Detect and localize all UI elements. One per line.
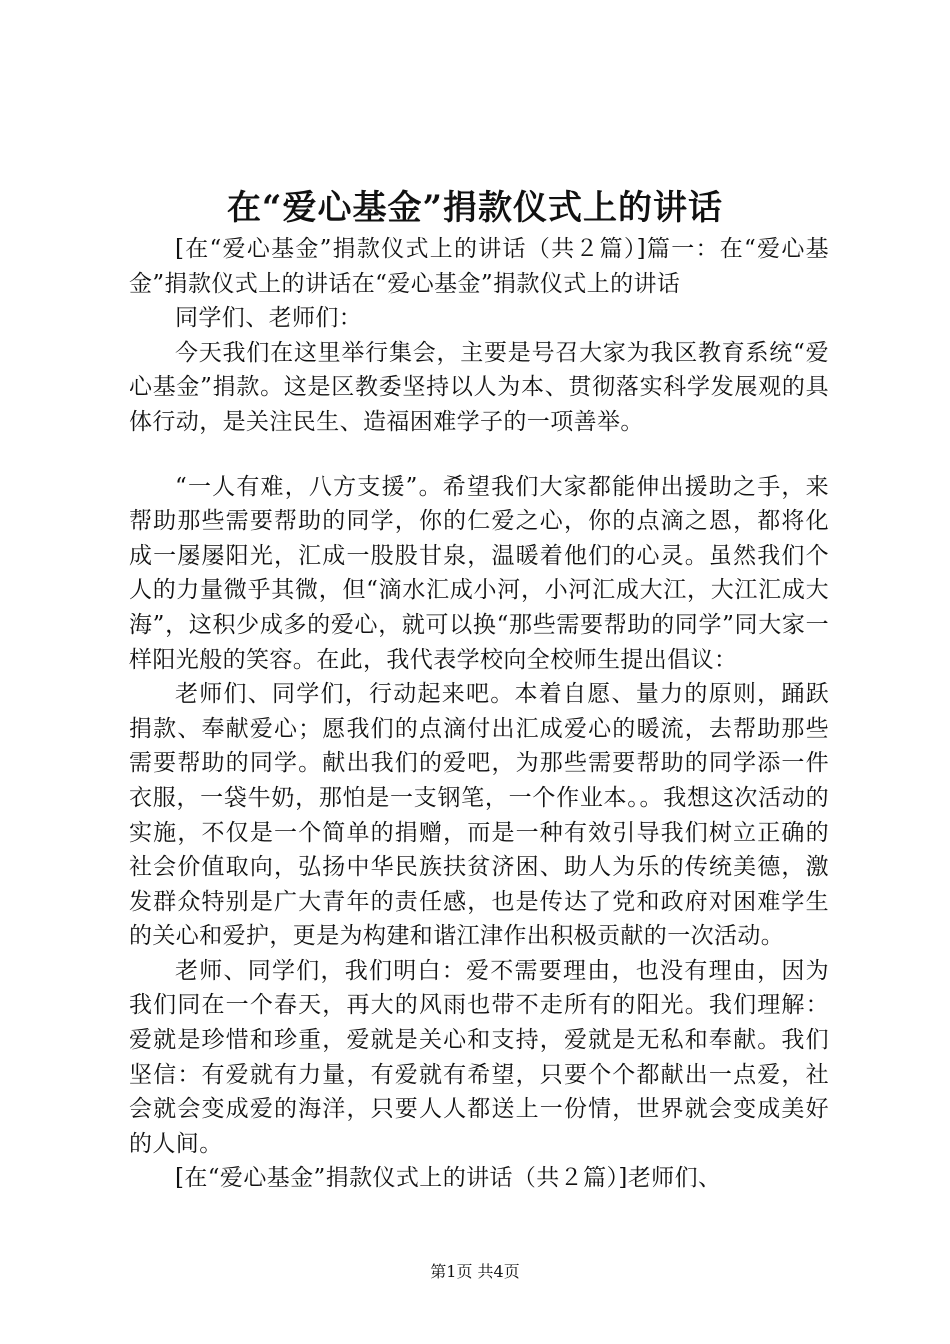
document-title: 在“爱心基金”捐款仪式上的讲话 [226, 188, 724, 228]
paragraph-intro: [在“爱心基金”捐款仪式上的讲话（共２篇）]篇一：在“爱心基金”捐款仪式上的讲话在“爱心基金”捐款仪式上的讲话 [129, 236, 829, 297]
paragraph-appeal: “一人有难，八方支援”。希望我们大家都能伸出援助之手，来帮助那些需要帮助的同学，你的仁爱之心，你的点滴之恩，都将化成一屡屡阳光，汇成一股股甘泉，温暖着他们的心灵。虽然我们个人的力量微乎其微，但“滴水汇成小河，小河汇成大江，大江汇成大海”，这积少成多的爱心，就可以换“那些需要帮助的同学”同大家一样阳光般的笑容。在此，我代表学校向全校师生提出倡议： [129, 473, 829, 673]
document-body [129, 232, 829, 1196]
paragraph-opening: 今天我们在这里举行集会，主要是号召大家为我区教育系统“爱心基金”捐款。这是区教委坚持以人为本、贯彻落实科学发展观的具体行动，是关注民生、造福困难学子的一项善举。 [129, 339, 829, 435]
paragraph-belief: 老师、同学们，我们明白：爱不需要理由，也没有理由，因为我们同在一个春天，再大的风雨也带不走所有的阳光。我们理解：爱就是珍惜和珍重，爱就是关心和支持，爱就是无私和奉献。我们坚信：有爱就有力量，有爱就有希望，只要个个都献出一点爱，社会就会变成爱的海洋，只要人人都送上一份情，世界就会变成美好的人间。 [129, 957, 829, 1157]
page-number-footer: 第1页 共4页 [430, 1262, 520, 1281]
paragraph-action: 老师们、同学们，行动起来吧。本着自愿、量力的原则，踊跃捐款、奉献爱心；愿我们的点滴付出汇成爱心的暖流，去帮助那些需要帮助的同学。献出我们的爱吧，为那些需要帮助的同学添一件衣服，一袋牛奶，那怕是一支钢笔，一个作业本。。我想这次活动的实施，不仅是一个简单的捐赠，而是一种有效引导我们树立正确的社会价值取向，弘扬中华民族扶贫济困、助人为乐的传统美德，激发群众特别是广大青年的责任感，也是传达了党和政府对困难学生的关心和爱护，更是为构建和谐江津作出积极贡献的一次活动。 [129, 681, 829, 950]
paragraph-salutation: 同学们、老师们： [175, 305, 363, 332]
paragraph-continuation: [在“爱心基金”捐款仪式上的讲话（共２篇）]老师们、 [175, 1165, 722, 1192]
